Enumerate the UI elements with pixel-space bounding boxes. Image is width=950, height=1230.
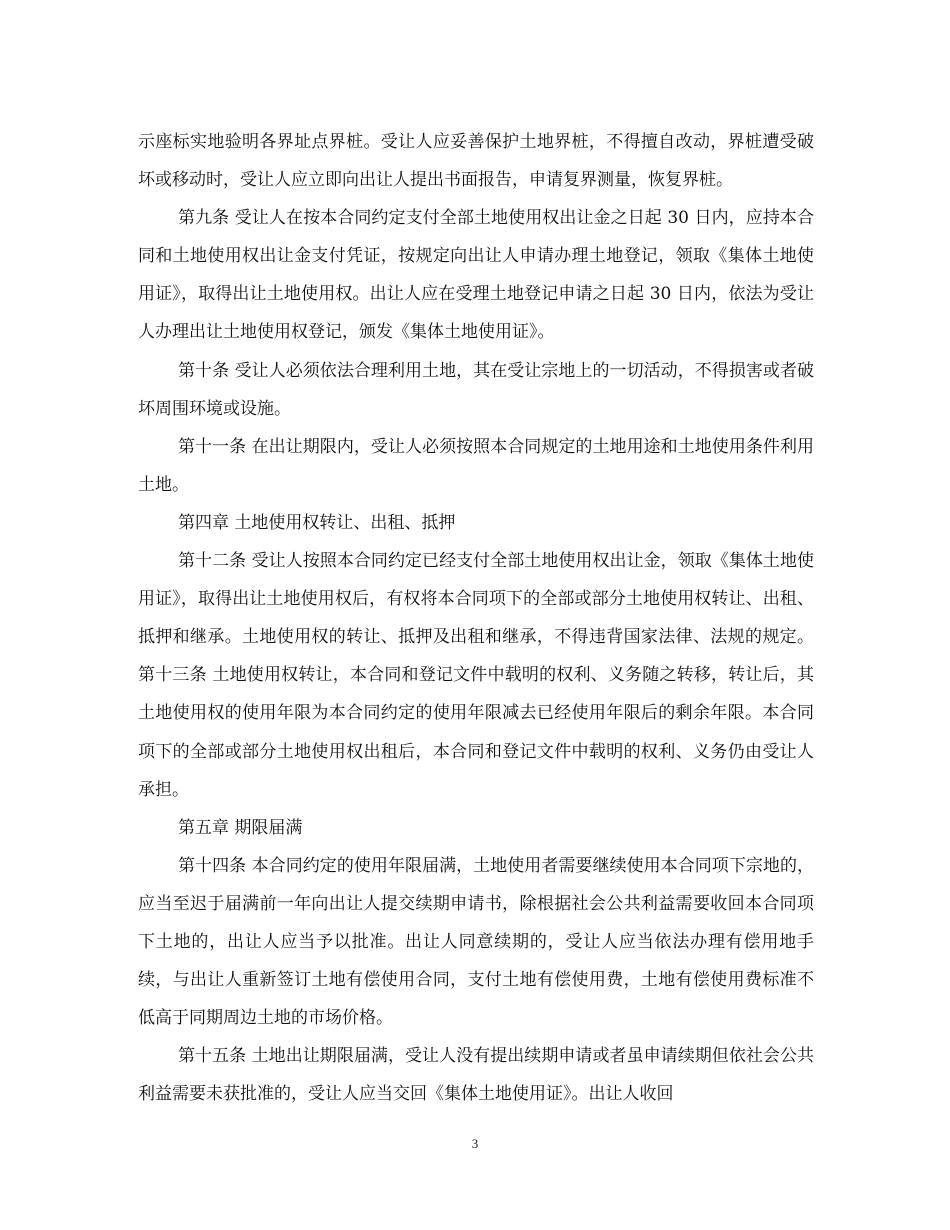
paragraph-article-9: 第九条 受让人在按本合同约定支付全部土地使用权出让金之日起 30 日内，应持本合同和土地使用权出让金支付凭证，按规定向出让人申请办理土地登记，领取《集体土地使用证》，取得出让土地使用权。出让人应在受理土地登记申请之日起 30 日内，依法为受让人办理出让土地使用权登记，颁发《集体土地使用证》。 (138, 208, 814, 343)
paragraph-article-12-13: 第十二条 受让人按照本合同约定已经支付全部土地使用权出让金，领取《集体土地使用证》，取得出让土地使用权后，有权将本合同项下的全部或部分土地使用权转让、出租、抵押和继承。土地使用权的转让、抵押及出租和继承，不得违背国家法律、法规的规定。 第十三条 土地使用权转让，本合同和登记文件中载明的权利、义务随之转移，转让后，其土地使用权的使用年限为本合同约定的使用年限减去已经使用年限后的剩余年限。本合同项下的全部或部分土地使用权出租后，本合同和登记文件中载明的权利、义务仍由受让人承担。 (138, 551, 814, 800)
chapter-heading-4: 第四章 土地使用权转让、出租、抵押 (178, 512, 456, 533)
document-body (138, 123, 814, 1113)
paragraph-article-14: 第十四条 本合同约定的使用年限届满，土地使用者需要继续使用本合同项下宗地的，应当至迟于届满前一年向出让人提交续期申请书，除根据社会公共利益需要收回本合同项下土地的，出让人应当予以批准。出让人同意续期的，受让人应当依法办理有偿用地手续，与出让人重新签订土地有偿使用合同，支付土地有偿使用费，土地有偿使用费标准不低高于同期周边土地的市场价格。 (138, 855, 814, 1029)
chapter-heading-5: 第五章 期限届满 (178, 817, 303, 838)
paragraph-article-10: 第十条 受让人必须依法合理利用土地，其在受让宗地上的一切活动，不得损害或者破坏周围环境或设施。 (138, 360, 814, 419)
paragraph-article-15: 第十五条 土地出让期限届满，受让人没有提出续期申请或者虽申请续期但依社会公共利益需要未获批准的，受让人应当交回《集体土地使用证》。出让人收回 (138, 1046, 814, 1105)
page-number: 3 (471, 1136, 479, 1151)
paragraph-continuation: 示座标实地验明各界址点界桩。受让人应妥善保护土地界桩，不得擅自改动，界桩遭受破坏或移动时，受让人应立即向出让人提出书面报告，申请复界测量，恢复界桩。 (138, 132, 814, 191)
paragraph-article-11: 第十一条 在出让期限内，受让人必须按照本合同规定的土地用途和土地使用条件利用土地。 (138, 436, 814, 495)
